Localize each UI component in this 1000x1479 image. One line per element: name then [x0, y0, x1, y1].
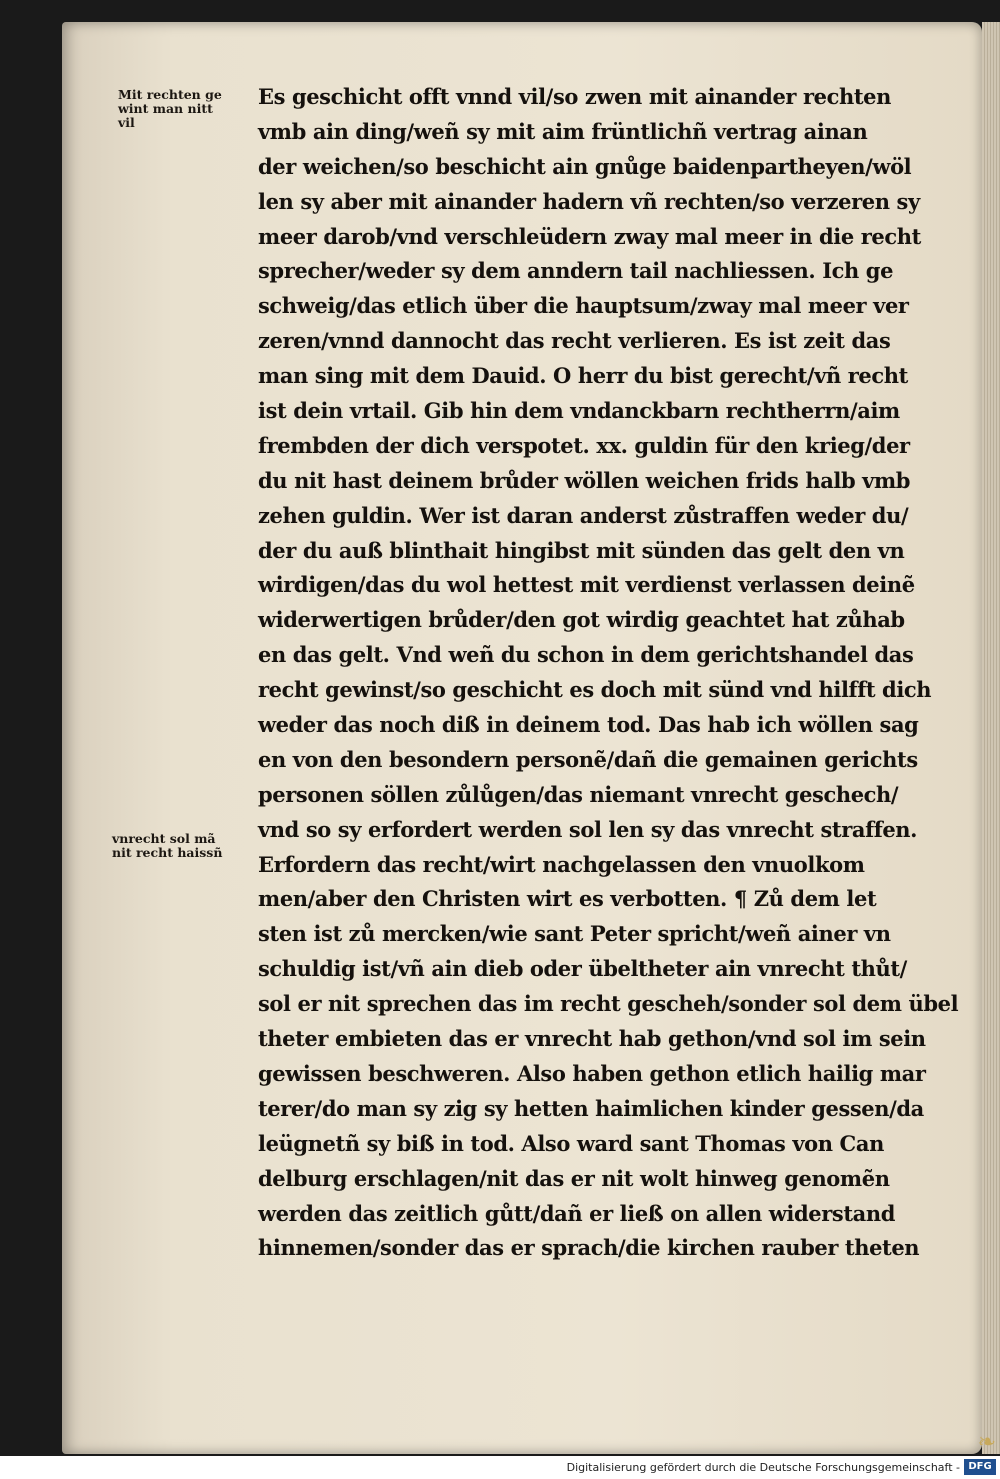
text-line: weder das noch diß in deinem tod. Das hab ich wöllen sag [258, 712, 919, 738]
text-line: terer/do man sy zig sy hetten haimlichen kinder gessen/da [258, 1095, 924, 1121]
text-line: sten ist zů mercken/wie sant Peter spricht/weñ ainer vn [258, 921, 891, 947]
text-line: meer darob/vnd verschleüdern zway mal meer in die recht [258, 223, 921, 249]
text-line: leügnetñ sy biß in tod. Also ward sant Thomas von Can [258, 1130, 884, 1156]
text-line: wirdigen/das du wol hettest mit verdienst verlassen deinẽ [258, 572, 915, 598]
text-line: delburg erschlagen/nit das er nit wolt hinweg genomẽn [258, 1165, 890, 1191]
page-edge [982, 22, 1000, 1454]
marginal-note-1 [118, 88, 258, 130]
text-line: frembden der dich verspotet. xx. guldin für den krieg/der [258, 432, 910, 458]
corner-ornament: ❧ [977, 1430, 996, 1455]
text-line: schuldig ist/vñ ain dieb oder übeltheter ain vnrecht thůt/ [258, 956, 907, 982]
text-line: sol er nit sprechen das im recht gescheh/sonder sol dem übel [258, 991, 959, 1017]
text-line: recht gewinst/so geschicht es doch mit sünd vnd hilfft dich [258, 677, 932, 703]
text-line: werden das zeitlich gůtt/dañ er ließ on allen widerstand [258, 1200, 895, 1226]
text-line: men/aber den Christen wirt es verbotten. ¶ Zů dem let [258, 886, 877, 912]
text-line: der weichen/so beschicht ain gnůge baidenpartheyen/wöl [258, 153, 912, 179]
text-line: schweig/das etlich über die hauptsum/zway mal meer ver [258, 293, 909, 319]
text-line: len sy aber mit ainander hadern vñ rechten/so verzeren sy [258, 188, 920, 214]
text-line: en das gelt. Vnd weñ du schon in dem gerichtshandel das [258, 642, 914, 668]
text-line: en von den besondern personẽ/dañ die gemainen gerichts [258, 746, 918, 772]
text-line: der du auß blinthait hingibst mit sünden das gelt den vn [258, 537, 905, 563]
text-line: vmb ain ding/weñ sy mit aim früntlichñ vertrag ainan [258, 118, 868, 144]
marginal-note-2 [112, 832, 252, 860]
marginal-note-line: Mit rechten ge [118, 87, 222, 102]
text-line: Erfordern das recht/wirt nachgelassen den vnuolkom [258, 851, 865, 877]
marginal-note-line: vil [118, 115, 135, 130]
text-line: Es geschicht offt vnnd vil/so zwen mit ainander rechten [258, 84, 891, 109]
marginal-note-line: nit recht haissñ [112, 845, 223, 860]
marginal-note-line: vnrecht sol mã [112, 831, 216, 846]
footer-bar [0, 1456, 1000, 1479]
body-text [258, 80, 968, 1266]
funding-notice: Digitalisierung gefördert durch die Deutsche Forschungsgemeinschaft - [566, 1461, 960, 1474]
dfg-logo-icon: DFG [964, 1459, 996, 1475]
text-line: widerwertigen brůder/den got wirdig geachtet hat zůhab [258, 607, 905, 633]
text-line: zeren/vnnd dannocht das recht verlieren. Es ist zeit das [258, 328, 891, 354]
text-line: ist dein vrtail. Gib hin dem vndanckbarn rechtherrn/aim [258, 398, 900, 424]
text-line: sprecher/weder sy dem anndern tail nachliessen. Ich ge [258, 258, 894, 284]
text-line: zehen guldin. Wer ist daran anderst zůstraffen weder du/ [258, 502, 909, 528]
text-line: personen söllen zůlůgen/das niemant vnrecht geschech/ [258, 781, 899, 807]
text-line: man sing mit dem Dauid. O herr du bist gerecht/vñ recht [258, 363, 908, 389]
text-line: hinnemen/sonder das er sprach/die kirchen rauber theten [258, 1235, 920, 1261]
marginal-note-line: wint man nitt [118, 101, 213, 116]
text-line: theter embieten das er vnrecht hab gethon/vnd sol im sein [258, 1026, 926, 1052]
text-line: vnd so sy erfordert werden sol len sy das vnrecht straffen. [258, 816, 918, 842]
text-line: gewissen beschweren. Also haben gethon etlich hailig mar [258, 1060, 926, 1086]
text-line: du nit hast deinem brůder wöllen weichen frids halb vmb [258, 467, 911, 493]
